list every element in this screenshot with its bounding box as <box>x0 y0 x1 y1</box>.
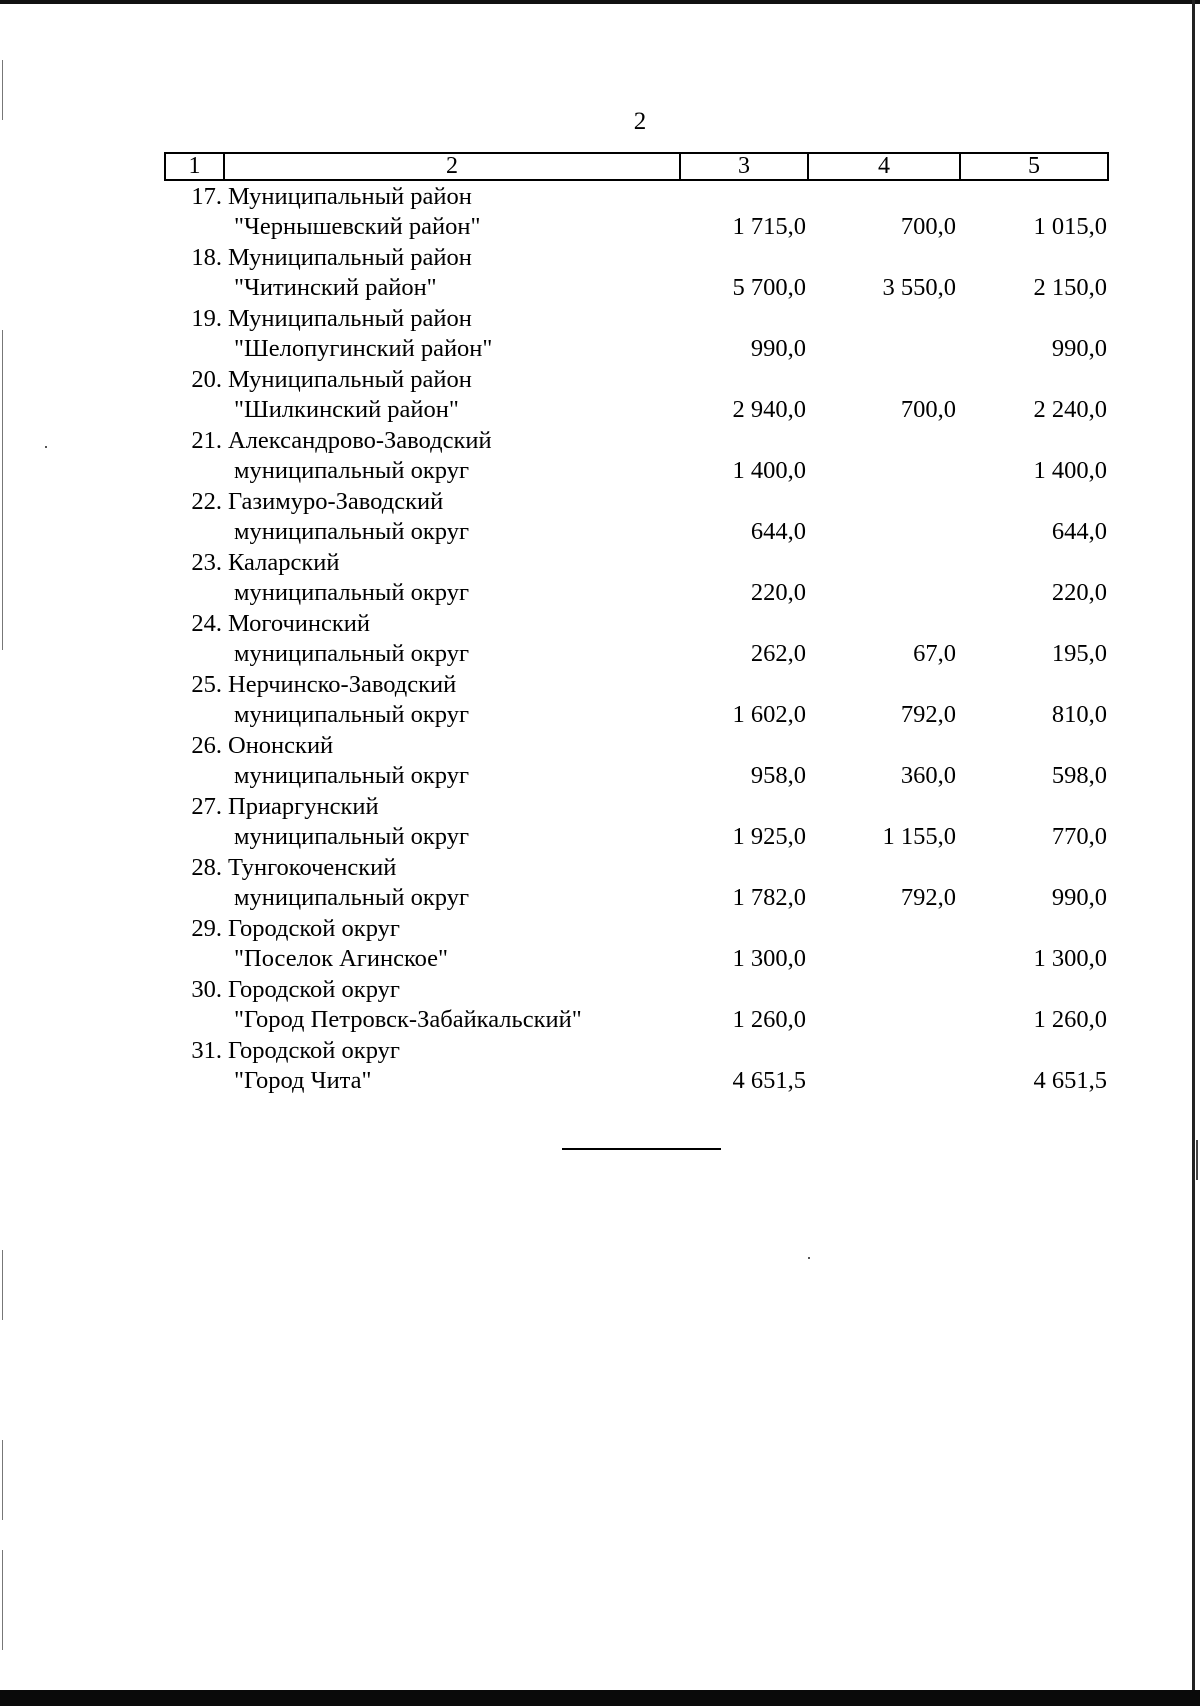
value-col5: 644,0 <box>1051 518 1107 545</box>
table-row <box>164 365 1109 426</box>
column-header: 1 <box>166 154 225 179</box>
scan-artifact <box>2 1440 3 1520</box>
scan-artifact <box>2 1250 3 1320</box>
value-col5: 1 260,0 <box>1033 1006 1107 1033</box>
municipality-name-line2: муниципальный округ <box>234 640 469 667</box>
table-header-row <box>164 152 1109 181</box>
municipality-name-line2: "Читинский район" <box>234 274 437 301</box>
value-col5: 2 150,0 <box>1033 274 1107 301</box>
value-col4: 700,0 <box>900 213 956 240</box>
value-col4: 792,0 <box>900 701 956 728</box>
value-col3: 1 260,0 <box>732 1006 806 1033</box>
value-col4: 360,0 <box>900 762 956 789</box>
value-col5: 990,0 <box>1051 884 1107 911</box>
row-number: 31. <box>191 1037 222 1064</box>
municipality-name-line1: Муниципальный район <box>228 244 472 271</box>
scan-artifact <box>1196 1140 1198 1180</box>
value-col3: 1 925,0 <box>732 823 806 850</box>
scan-artifact <box>2 330 3 650</box>
row-number: 28. <box>191 854 222 881</box>
value-col3: 1 715,0 <box>732 213 806 240</box>
value-col5: 1 400,0 <box>1033 457 1107 484</box>
value-col3: 2 940,0 <box>732 396 806 423</box>
value-col3: 644,0 <box>750 518 806 545</box>
municipality-name-line1: Городской округ <box>228 1037 400 1064</box>
table-row <box>164 182 1109 243</box>
municipality-name-line2: муниципальный округ <box>234 701 469 728</box>
table-row <box>164 548 1109 609</box>
municipality-name-line1: Газимуро-Заводский <box>228 488 444 515</box>
municipality-name-line2: муниципальный округ <box>234 884 469 911</box>
municipality-name-line2: "Город Чита" <box>234 1067 372 1094</box>
row-number: 30. <box>191 976 222 1003</box>
scan-artifact <box>2 1550 3 1650</box>
municipality-name-line2: "Чернышевский район" <box>234 213 481 240</box>
scan-speck <box>45 446 47 448</box>
row-number: 25. <box>191 671 222 698</box>
value-col3: 1 602,0 <box>732 701 806 728</box>
value-col3: 4 651,5 <box>732 1067 806 1094</box>
municipality-name-line2: муниципальный округ <box>234 457 469 484</box>
table-row <box>164 792 1109 853</box>
scan-edge-bottom <box>0 1690 1200 1706</box>
row-number: 20. <box>191 366 222 393</box>
municipality-name-line1: Приаргунский <box>228 793 379 820</box>
value-col3: 262,0 <box>750 640 806 667</box>
table-body <box>164 182 1109 1097</box>
value-col3: 1 782,0 <box>732 884 806 911</box>
column-header: 5 <box>1028 153 1040 179</box>
value-col5: 810,0 <box>1051 701 1107 728</box>
value-col3: 990,0 <box>750 335 806 362</box>
table-row <box>164 670 1109 731</box>
municipality-name-line1: Муниципальный район <box>228 183 472 210</box>
municipality-name-line2: муниципальный округ <box>234 762 469 789</box>
scan-speck <box>808 1257 810 1259</box>
value-col3: 220,0 <box>750 579 806 606</box>
table-row <box>164 731 1109 792</box>
municipality-name-line2: "Город Петровск-Забайкальский" <box>234 1006 582 1033</box>
municipality-name-line1: Городской округ <box>228 915 400 942</box>
table-row <box>164 609 1109 670</box>
municipality-name-line2: "Шелопугинский район" <box>234 335 493 362</box>
scan-edge-top <box>0 0 1200 4</box>
scan-artifact <box>2 60 3 120</box>
value-col5: 1 300,0 <box>1033 945 1107 972</box>
value-col5: 598,0 <box>1051 762 1107 789</box>
row-number: 26. <box>191 732 222 759</box>
row-number: 19. <box>191 305 222 332</box>
value-col4: 1 155,0 <box>882 823 956 850</box>
column-header: 2 <box>225 154 681 179</box>
value-col5: 770,0 <box>1051 823 1107 850</box>
value-col4: 67,0 <box>913 640 956 667</box>
table-row <box>164 243 1109 304</box>
table-row <box>164 426 1109 487</box>
value-col5: 990,0 <box>1051 335 1107 362</box>
table-row <box>164 975 1109 1036</box>
municipality-name-line1: Ононский <box>228 732 334 759</box>
value-col3: 958,0 <box>750 762 806 789</box>
value-col3: 5 700,0 <box>732 274 806 301</box>
municipality-name-line1: Муниципальный район <box>228 305 472 332</box>
municipality-name-line1: Муниципальный район <box>228 366 472 393</box>
table-row <box>164 853 1109 914</box>
municipality-name-line1: Городской округ <box>228 976 400 1003</box>
municipality-name-line2: "Шилкинский район" <box>234 396 459 423</box>
municipality-name-line2: "Поселок Агинское" <box>234 945 449 972</box>
scan-edge-right <box>1192 0 1195 1690</box>
value-col4: 792,0 <box>900 884 956 911</box>
column-header: 3 <box>681 154 809 179</box>
value-col5: 4 651,5 <box>1033 1067 1107 1094</box>
value-col5: 195,0 <box>1051 640 1107 667</box>
table-row <box>164 914 1109 975</box>
municipality-name-line1: Тунгокоченский <box>228 854 397 881</box>
table-row <box>164 304 1109 365</box>
row-number: 29. <box>191 915 222 942</box>
page-number: 2 <box>633 108 647 135</box>
row-number: 27. <box>191 793 222 820</box>
row-number: 21. <box>191 427 222 454</box>
value-col3: 1 300,0 <box>732 945 806 972</box>
municipality-name-line1: Могочинский <box>228 610 371 637</box>
municipality-name-line1: Нерчинско-Заводский <box>228 671 457 698</box>
municipality-name-line1: Каларский <box>228 549 340 576</box>
table-row <box>164 1036 1109 1097</box>
municipality-name-line1: Александрово-Заводский <box>228 427 492 454</box>
end-rule <box>562 1148 721 1150</box>
value-col5: 2 240,0 <box>1033 396 1107 423</box>
table-row <box>164 487 1109 548</box>
municipality-name-line2: муниципальный округ <box>234 518 469 545</box>
row-number: 17. <box>191 183 222 210</box>
value-col4: 3 550,0 <box>882 274 956 301</box>
municipality-name-line2: муниципальный округ <box>234 823 469 850</box>
municipality-name-line2: муниципальный округ <box>234 579 469 606</box>
value-col5: 220,0 <box>1051 579 1107 606</box>
value-col4: 700,0 <box>900 396 956 423</box>
value-col5: 1 015,0 <box>1033 213 1107 240</box>
value-col3: 1 400,0 <box>732 457 806 484</box>
row-number: 22. <box>191 488 222 515</box>
column-header: 4 <box>809 154 961 179</box>
row-number: 23. <box>191 549 222 576</box>
row-number: 18. <box>191 244 222 271</box>
row-number: 24. <box>191 610 222 637</box>
